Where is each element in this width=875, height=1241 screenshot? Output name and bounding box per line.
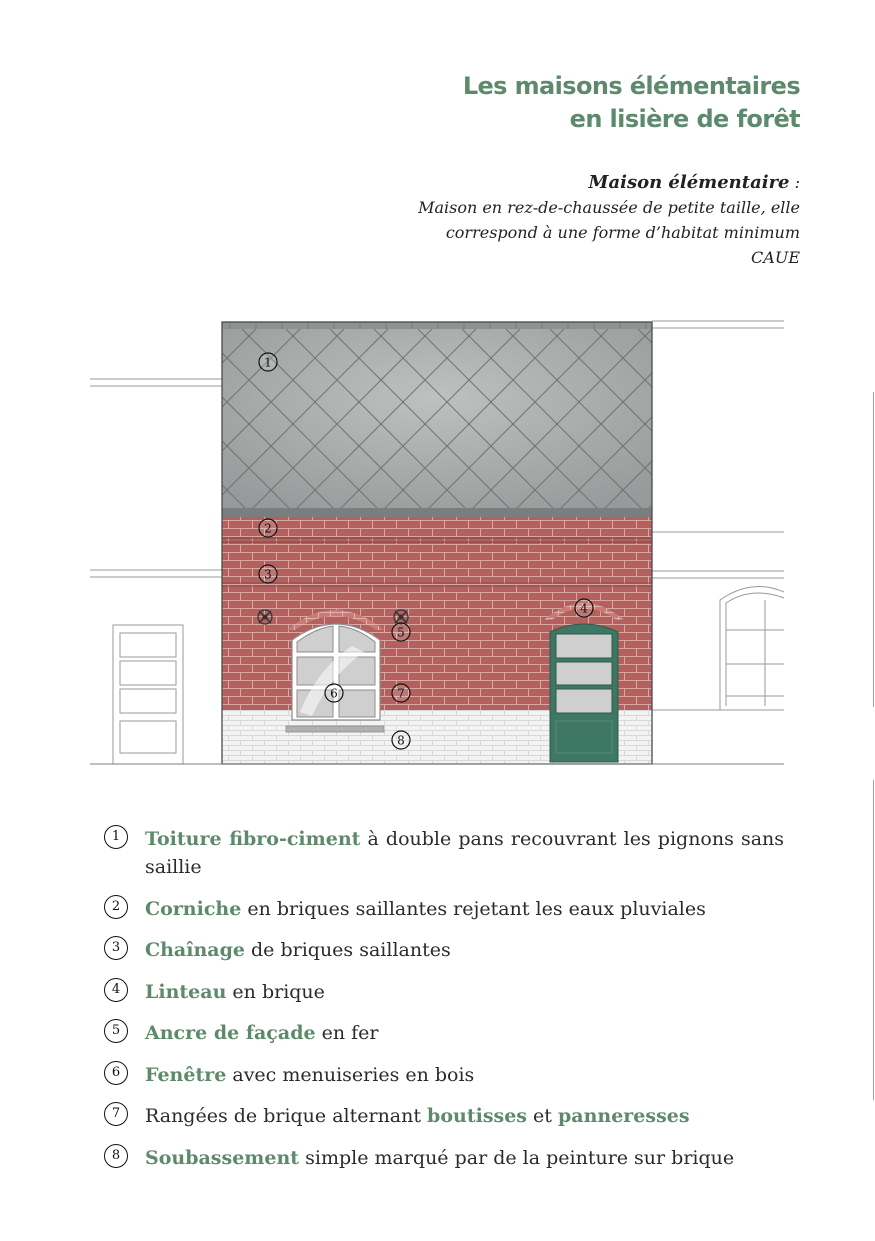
definition-term: Maison élémentaire <box>588 172 790 193</box>
title-line-1: Les maisons élémentaires <box>462 72 800 100</box>
definition-source: CAUE <box>751 248 800 267</box>
roof-slate-line <box>22 329 212 519</box>
title-line-2: en lisière de forêt <box>569 105 800 133</box>
page-edge-line-bottom <box>873 780 874 1100</box>
legend-number-7: 7 <box>104 1102 128 1126</box>
roof-slate-line <box>814 329 875 519</box>
legend-middle-7: et <box>527 1105 558 1127</box>
legend-number-4: 4 <box>104 978 128 1002</box>
legend-text-3: de briques saillantes <box>244 939 451 961</box>
definition-term-line <box>418 170 800 195</box>
legend-item-8 <box>104 1144 784 1172</box>
legend-term-7b: panneresses <box>557 1105 690 1127</box>
roof-slate-line <box>682 329 872 519</box>
definition-line-2: correspond à une forme d’habitat minimum <box>445 223 800 242</box>
left-neighbour-building <box>90 379 222 764</box>
svg-text:5: 5 <box>397 625 405 640</box>
marker-3 <box>259 565 277 583</box>
marker-8 <box>392 731 410 749</box>
legend-term-4: Linteau <box>145 980 227 1003</box>
legend-text-4: en brique <box>226 980 325 1003</box>
legend-number-5: 5 <box>104 1019 128 1043</box>
definition-line-1: Maison en rez-de-chaussée de petite taille, elle <box>418 198 800 217</box>
page-edge-line-top <box>873 392 874 707</box>
legend-item-1 <box>104 825 784 881</box>
legend-prefix-7: Rangées de brique alternant <box>145 1105 428 1127</box>
legend-item-5 <box>104 1019 784 1047</box>
roof-slate-line <box>726 329 875 519</box>
svg-text:1: 1 <box>264 355 272 370</box>
facade-elevation-drawing <box>0 300 875 780</box>
marker-4 <box>575 599 593 617</box>
right-neighbour-building <box>652 321 784 764</box>
marker-5 <box>392 623 410 641</box>
svg-text:4: 4 <box>580 601 588 616</box>
page-title <box>463 70 800 136</box>
legend-item-7 <box>104 1102 784 1130</box>
definition-block <box>418 170 800 270</box>
legend-term-5: Ancre de façade <box>145 1022 316 1044</box>
legend-text-1: à double pans recouvrant les pignons sans saillie <box>145 828 785 878</box>
marker-1 <box>259 353 277 371</box>
svg-text:8: 8 <box>397 733 405 748</box>
roof-slate-line <box>770 329 875 519</box>
legend-item-6 <box>104 1061 784 1089</box>
legend-term-2: Corniche <box>145 897 242 920</box>
legend-number-6: 6 <box>104 1061 128 1085</box>
legend-number-1: 1 <box>104 825 128 849</box>
legend-text-6: avec menuiseries en bois <box>226 1063 475 1086</box>
roof-slate-line <box>814 329 875 519</box>
legend-term-3: Chaînage <box>145 939 245 961</box>
legend-term-1: Toiture fibro-ciment <box>145 828 361 850</box>
legend-number-8: 8 <box>104 1144 128 1168</box>
roof-slate-line <box>638 329 828 519</box>
svg-text:2: 2 <box>264 521 272 536</box>
definition-term-suffix: : <box>789 173 800 192</box>
legend-term-7a: boutisses <box>427 1105 527 1127</box>
legend-text-5: en fer <box>315 1022 379 1044</box>
legend-item-3 <box>104 936 784 964</box>
legend-term-8: Soubassement <box>145 1146 300 1169</box>
legend-item-2 <box>104 895 784 923</box>
svg-text:6: 6 <box>330 686 338 701</box>
svg-text:3: 3 <box>264 567 272 582</box>
legend-number-3: 3 <box>104 936 128 960</box>
legend-list <box>104 825 784 1185</box>
marker-7 <box>392 684 410 702</box>
roof-slate-line <box>638 329 828 519</box>
legend-text-8: simple marqué par de la peinture sur brique <box>299 1146 735 1169</box>
legend-text-2: en briques saillantes rejetant les eaux pluviales <box>241 897 706 920</box>
svg-text:7: 7 <box>397 686 405 701</box>
marker-6 <box>325 684 343 702</box>
roof-slate-line <box>22 329 212 519</box>
legend-item-4 <box>104 978 784 1006</box>
legend-number-2: 2 <box>104 895 128 919</box>
roof-slate-line <box>770 329 875 519</box>
roof <box>22 322 875 519</box>
marker-2 <box>259 519 277 537</box>
roof-slate-line <box>726 329 875 519</box>
roof-slate-line <box>682 329 872 519</box>
legend-term-6: Fenêtre <box>145 1063 227 1086</box>
